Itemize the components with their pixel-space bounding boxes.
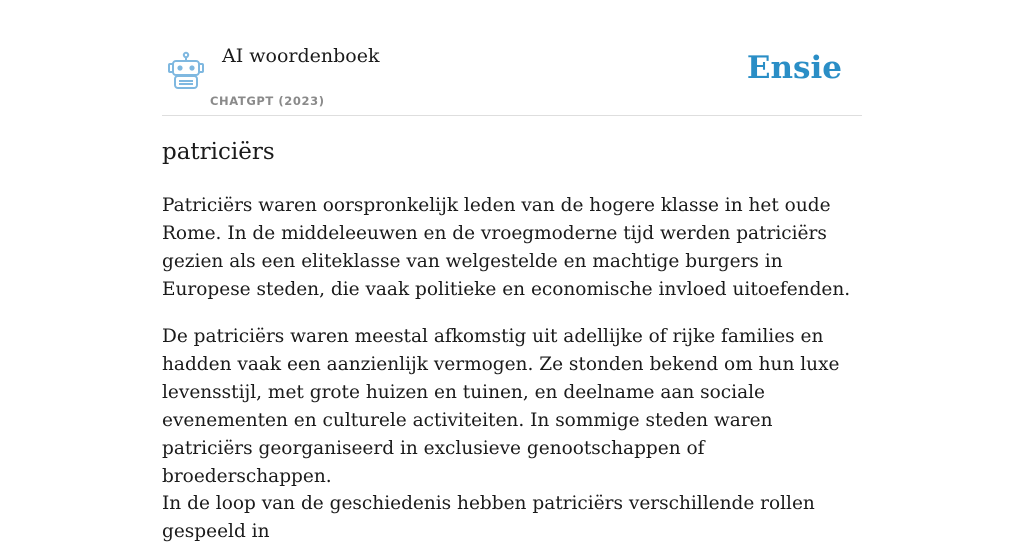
entry-headword: patriciërs [162, 139, 275, 165]
entry-paragraph: In de loop van de geschiedenis hebben patriciërs verschillende rollen gespeeld in [162, 493, 815, 542]
page [162, 0, 862, 542]
entry-paragraph: De patriciërs waren meestal afkomstig uit adellijke of rijke families en hadden vaak een aanzienlijk vermogen. Ze stonden bekend om hun luxe levensstijl, met grote huizen en tuinen, en deelname aan sociale evenementen en culturele activiteiten. In sommige steden waren patriciërs georganiseerd in exclusieve genootschappen of broederschappen. [162, 326, 840, 487]
dictionary-source: CHATGPT (2023) [210, 94, 325, 108]
brand-logo[interactable]: Ensie [746, 50, 842, 86]
dictionary-title[interactable]: AI woordenboek [222, 45, 380, 67]
dictionary-header [162, 0, 862, 116]
entry-paragraph: Patriciërs waren oorspronkelijk leden van de hogere klasse in het oude Rome. In de middeleeuwen en de vroegmoderne tijd werden patriciërs gezien als een eliteklasse van welgestelde en machtige burgers in Europese steden, die vaak politieke en economische invloed uitoefenden. [162, 195, 851, 300]
robot-icon [166, 52, 206, 90]
